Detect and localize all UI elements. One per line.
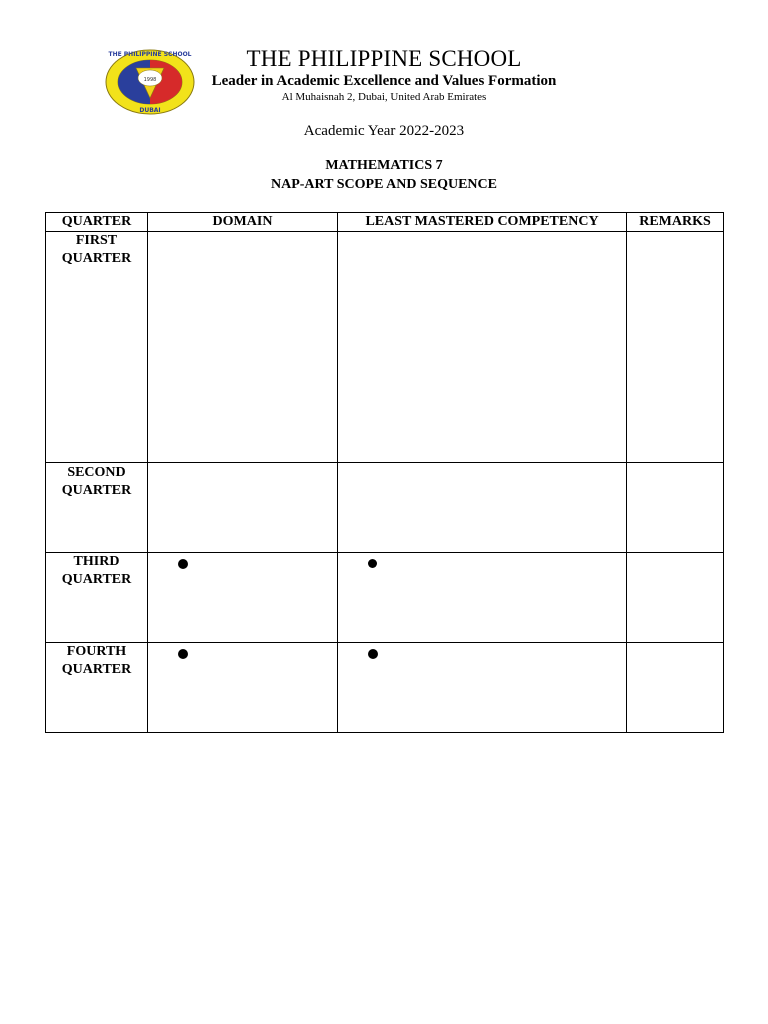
table-row xyxy=(46,553,724,643)
column-header-domain: DOMAIN xyxy=(148,213,338,232)
logo-ring-text: THE PHILIPPINE SCHOOL xyxy=(108,51,192,58)
table-header-row xyxy=(46,213,724,232)
bullet-icon xyxy=(368,649,378,659)
table-row xyxy=(46,463,724,553)
domain-cell[interactable] xyxy=(148,553,338,643)
remarks-cell[interactable] xyxy=(627,463,724,553)
column-header-remarks: REMARKS xyxy=(627,213,724,232)
domain-cell[interactable] xyxy=(148,643,338,733)
remarks-cell[interactable] xyxy=(627,643,724,733)
logo-ring-text-bottom: DUBAI xyxy=(139,107,161,114)
school-address: Al Muhaisnah 2, Dubai, United Arab Emirates xyxy=(281,91,487,103)
quarter-cell xyxy=(46,553,148,643)
competency-cell[interactable] xyxy=(338,232,627,463)
subject-title: MATHEMATICS 7 xyxy=(325,158,443,173)
bullet-icon xyxy=(178,649,188,659)
school-tagline: Leader in Academic Excellence and Values Formation xyxy=(211,73,557,89)
table-row xyxy=(46,643,724,733)
remarks-cell[interactable] xyxy=(627,232,724,463)
document-title: NAP-ART SCOPE AND SEQUENCE xyxy=(270,177,497,192)
domain-cell[interactable] xyxy=(148,232,338,463)
column-header-competency: LEAST MASTERED COMPETENCY xyxy=(338,213,627,232)
domain-cell[interactable] xyxy=(148,463,338,553)
quarter-label: QUARTER xyxy=(61,662,132,677)
competency-cell[interactable] xyxy=(338,553,627,643)
remarks-cell[interactable] xyxy=(627,553,724,643)
competency-cell[interactable] xyxy=(338,643,627,733)
quarter-label: QUARTER xyxy=(61,483,132,498)
quarter-label: THIRD xyxy=(73,554,120,569)
quarter-label: SECOND xyxy=(67,465,126,480)
quarter-cell xyxy=(46,643,148,733)
quarter-label: QUARTER xyxy=(61,572,132,587)
column-header-quarter: QUARTER xyxy=(46,213,148,232)
quarter-label: QUARTER xyxy=(61,251,132,266)
quarter-label: FIRST xyxy=(75,233,118,248)
bullet-icon xyxy=(178,559,188,569)
academic-year: Academic Year 2022-2023 xyxy=(303,123,465,139)
logo-year: 1998 xyxy=(143,77,157,83)
school-name: THE PHILIPPINE SCHOOL xyxy=(246,46,522,71)
quarter-cell xyxy=(46,463,148,553)
quarter-cell xyxy=(46,232,148,463)
quarter-label: FOURTH xyxy=(66,644,127,659)
table-row xyxy=(46,232,724,463)
scope-sequence-table xyxy=(45,212,724,733)
bullet-icon xyxy=(368,559,377,568)
competency-cell[interactable] xyxy=(338,463,627,553)
